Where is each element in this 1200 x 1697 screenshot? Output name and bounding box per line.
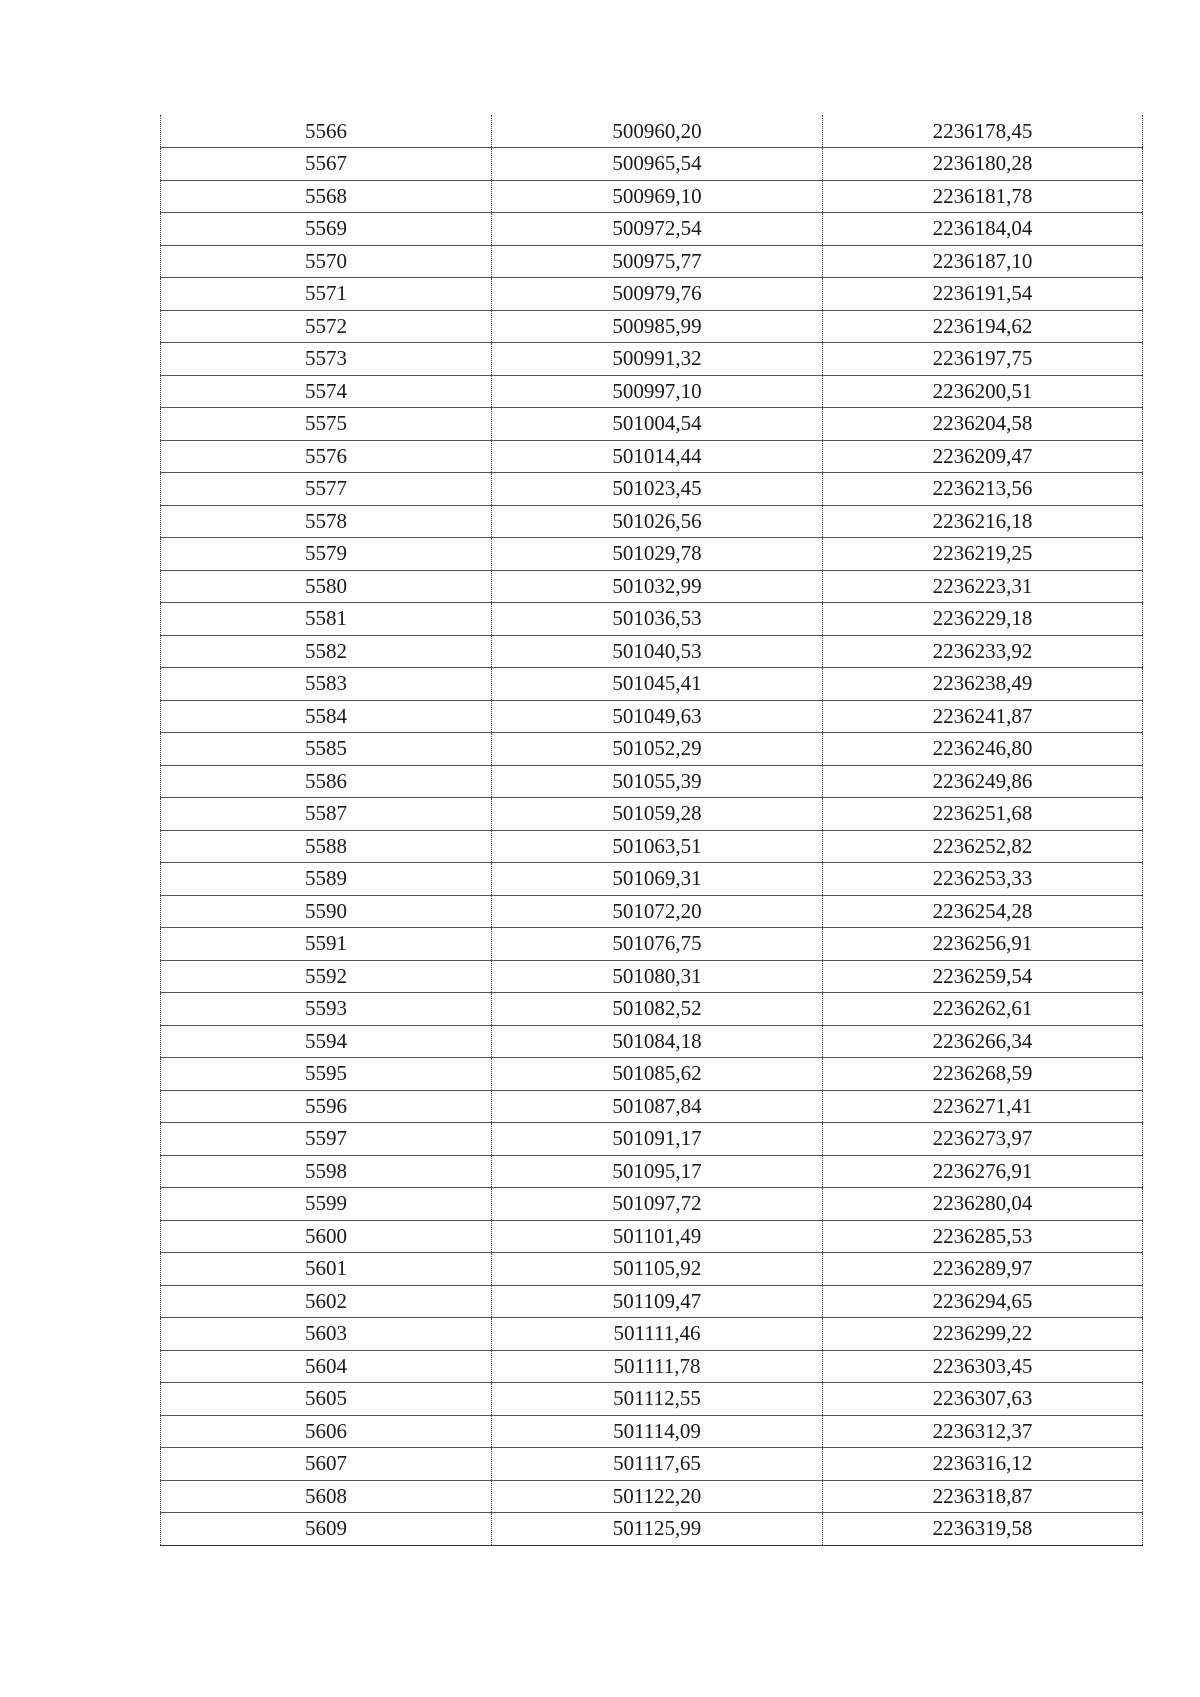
- table-row: [161, 668, 1143, 701]
- y-coordinate-cell: 2236303,45: [823, 1350, 1143, 1383]
- x-coordinate-cell: 501052,29: [492, 733, 823, 766]
- point-number-cell: 5604: [161, 1350, 492, 1383]
- table-row: [161, 1480, 1143, 1513]
- y-coordinate-cell: 2236229,18: [823, 603, 1143, 636]
- y-coordinate-cell: 2236246,80: [823, 733, 1143, 766]
- y-coordinate-cell: 2236238,49: [823, 668, 1143, 701]
- x-coordinate-cell: 501029,78: [492, 538, 823, 571]
- point-number-cell: 5566: [161, 115, 492, 148]
- table-row: [161, 1220, 1143, 1253]
- x-coordinate-cell: 500997,10: [492, 375, 823, 408]
- y-coordinate-cell: 2236178,45: [823, 115, 1143, 148]
- x-coordinate-cell: 501109,47: [492, 1285, 823, 1318]
- point-number-cell: 5589: [161, 863, 492, 896]
- x-coordinate-cell: 501080,31: [492, 960, 823, 993]
- x-coordinate-cell: 501117,65: [492, 1448, 823, 1481]
- x-coordinate-cell: 500960,20: [492, 115, 823, 148]
- y-coordinate-cell: 2236251,68: [823, 798, 1143, 831]
- x-coordinate-cell: 501105,92: [492, 1253, 823, 1286]
- point-number-cell: 5575: [161, 408, 492, 441]
- y-coordinate-cell: 2236197,75: [823, 343, 1143, 376]
- point-number-cell: 5609: [161, 1513, 492, 1546]
- point-number-cell: 5576: [161, 440, 492, 473]
- y-coordinate-cell: 2236294,65: [823, 1285, 1143, 1318]
- y-coordinate-cell: 2236204,58: [823, 408, 1143, 441]
- x-coordinate-cell: 501026,56: [492, 505, 823, 538]
- table-row: [161, 1155, 1143, 1188]
- table-row: [161, 1188, 1143, 1221]
- y-coordinate-cell: 2236271,41: [823, 1090, 1143, 1123]
- y-coordinate-cell: 2236316,12: [823, 1448, 1143, 1481]
- y-coordinate-cell: 2236209,47: [823, 440, 1143, 473]
- point-number-cell: 5594: [161, 1025, 492, 1058]
- x-coordinate-cell: 501085,62: [492, 1058, 823, 1091]
- y-coordinate-cell: 2236307,63: [823, 1383, 1143, 1416]
- x-coordinate-cell: 500991,32: [492, 343, 823, 376]
- point-number-cell: 5600: [161, 1220, 492, 1253]
- table-row: [161, 1253, 1143, 1286]
- x-coordinate-cell: 501069,31: [492, 863, 823, 896]
- x-coordinate-cell: 501125,99: [492, 1513, 823, 1546]
- point-number-cell: 5606: [161, 1415, 492, 1448]
- table-row: [161, 1513, 1143, 1546]
- y-coordinate-cell: 2236259,54: [823, 960, 1143, 993]
- x-coordinate-cell: 501114,09: [492, 1415, 823, 1448]
- y-coordinate-cell: 2236216,18: [823, 505, 1143, 538]
- point-number-cell: 5583: [161, 668, 492, 701]
- y-coordinate-cell: 2236319,58: [823, 1513, 1143, 1546]
- point-number-cell: 5572: [161, 310, 492, 343]
- point-number-cell: 5587: [161, 798, 492, 831]
- x-coordinate-cell: 501045,41: [492, 668, 823, 701]
- point-number-cell: 5580: [161, 570, 492, 603]
- point-number-cell: 5603: [161, 1318, 492, 1351]
- y-coordinate-cell: 2236223,31: [823, 570, 1143, 603]
- y-coordinate-cell: 2236253,33: [823, 863, 1143, 896]
- x-coordinate-cell: 501122,20: [492, 1480, 823, 1513]
- table-row: [161, 148, 1143, 181]
- y-coordinate-cell: 2236249,86: [823, 765, 1143, 798]
- table-row: [161, 1123, 1143, 1156]
- table-row: [161, 115, 1143, 148]
- point-number-cell: 5577: [161, 473, 492, 506]
- point-number-cell: 5598: [161, 1155, 492, 1188]
- point-number-cell: 5573: [161, 343, 492, 376]
- x-coordinate-cell: 501032,99: [492, 570, 823, 603]
- y-coordinate-cell: 2236266,34: [823, 1025, 1143, 1058]
- x-coordinate-cell: 500972,54: [492, 213, 823, 246]
- table-row: [161, 603, 1143, 636]
- y-coordinate-cell: 2236254,28: [823, 895, 1143, 928]
- point-number-cell: 5588: [161, 830, 492, 863]
- x-coordinate-cell: 501055,39: [492, 765, 823, 798]
- x-coordinate-cell: 500975,77: [492, 245, 823, 278]
- table-row: [161, 993, 1143, 1026]
- x-coordinate-cell: 501023,45: [492, 473, 823, 506]
- y-coordinate-cell: 2236256,91: [823, 928, 1143, 961]
- table-row: [161, 895, 1143, 928]
- table-row: [161, 440, 1143, 473]
- y-coordinate-cell: 2236273,97: [823, 1123, 1143, 1156]
- point-number-cell: 5574: [161, 375, 492, 408]
- point-number-cell: 5568: [161, 180, 492, 213]
- point-number-cell: 5601: [161, 1253, 492, 1286]
- table-row: [161, 278, 1143, 311]
- y-coordinate-cell: 2236187,10: [823, 245, 1143, 278]
- x-coordinate-cell: 501004,54: [492, 408, 823, 441]
- table-row: [161, 863, 1143, 896]
- point-number-cell: 5597: [161, 1123, 492, 1156]
- y-coordinate-cell: 2236200,51: [823, 375, 1143, 408]
- x-coordinate-cell: 501082,52: [492, 993, 823, 1026]
- table-row: [161, 473, 1143, 506]
- point-number-cell: 5596: [161, 1090, 492, 1123]
- x-coordinate-cell: 501095,17: [492, 1155, 823, 1188]
- point-number-cell: 5608: [161, 1480, 492, 1513]
- table-row: [161, 310, 1143, 343]
- x-coordinate-cell: 501097,72: [492, 1188, 823, 1221]
- y-coordinate-cell: 2236184,04: [823, 213, 1143, 246]
- x-coordinate-cell: 501059,28: [492, 798, 823, 831]
- x-coordinate-cell: 501111,78: [492, 1350, 823, 1383]
- y-coordinate-cell: 2236289,97: [823, 1253, 1143, 1286]
- table-row: [161, 1025, 1143, 1058]
- point-number-cell: 5571: [161, 278, 492, 311]
- point-number-cell: 5581: [161, 603, 492, 636]
- point-number-cell: 5593: [161, 993, 492, 1026]
- table-row: [161, 343, 1143, 376]
- table-row: [161, 700, 1143, 733]
- table-row: [161, 1448, 1143, 1481]
- y-coordinate-cell: 2236219,25: [823, 538, 1143, 571]
- point-number-cell: 5570: [161, 245, 492, 278]
- y-coordinate-cell: 2236181,78: [823, 180, 1143, 213]
- y-coordinate-cell: 2236252,82: [823, 830, 1143, 863]
- y-coordinate-cell: 2236268,59: [823, 1058, 1143, 1091]
- table-row: [161, 1318, 1143, 1351]
- x-coordinate-cell: 501063,51: [492, 830, 823, 863]
- y-coordinate-cell: 2236280,04: [823, 1188, 1143, 1221]
- x-coordinate-cell: 501072,20: [492, 895, 823, 928]
- x-coordinate-cell: 501084,18: [492, 1025, 823, 1058]
- y-coordinate-cell: 2236233,92: [823, 635, 1143, 668]
- table-row: [161, 765, 1143, 798]
- table-row: [161, 1090, 1143, 1123]
- table-row: [161, 408, 1143, 441]
- point-number-cell: 5585: [161, 733, 492, 766]
- y-coordinate-cell: 2236191,54: [823, 278, 1143, 311]
- y-coordinate-cell: 2236194,62: [823, 310, 1143, 343]
- table-row: [161, 928, 1143, 961]
- y-coordinate-cell: 2236276,91: [823, 1155, 1143, 1188]
- point-number-cell: 5599: [161, 1188, 492, 1221]
- x-coordinate-cell: 501036,53: [492, 603, 823, 636]
- table-row: [161, 1383, 1143, 1416]
- x-coordinate-cell: 500979,76: [492, 278, 823, 311]
- point-number-cell: 5579: [161, 538, 492, 571]
- y-coordinate-cell: 2236312,37: [823, 1415, 1143, 1448]
- x-coordinate-cell: 501087,84: [492, 1090, 823, 1123]
- table-row: [161, 1285, 1143, 1318]
- x-coordinate-cell: 501049,63: [492, 700, 823, 733]
- table-row: [161, 830, 1143, 863]
- y-coordinate-cell: 2236213,56: [823, 473, 1143, 506]
- point-number-cell: 5595: [161, 1058, 492, 1091]
- y-coordinate-cell: 2236285,53: [823, 1220, 1143, 1253]
- point-number-cell: 5567: [161, 148, 492, 181]
- point-number-cell: 5592: [161, 960, 492, 993]
- table-row: [161, 1415, 1143, 1448]
- x-coordinate-cell: 501091,17: [492, 1123, 823, 1156]
- point-number-cell: 5582: [161, 635, 492, 668]
- point-number-cell: 5584: [161, 700, 492, 733]
- coordinates-table-body: [161, 115, 1143, 1545]
- y-coordinate-cell: 2236241,87: [823, 700, 1143, 733]
- x-coordinate-cell: 501076,75: [492, 928, 823, 961]
- point-number-cell: 5586: [161, 765, 492, 798]
- coordinates-table: [160, 115, 1143, 1546]
- x-coordinate-cell: 500969,10: [492, 180, 823, 213]
- x-coordinate-cell: 501014,44: [492, 440, 823, 473]
- point-number-cell: 5578: [161, 505, 492, 538]
- x-coordinate-cell: 500985,99: [492, 310, 823, 343]
- x-coordinate-cell: 500965,54: [492, 148, 823, 181]
- table-row: [161, 505, 1143, 538]
- x-coordinate-cell: 501111,46: [492, 1318, 823, 1351]
- table-row: [161, 180, 1143, 213]
- table-row: [161, 733, 1143, 766]
- table-row: [161, 635, 1143, 668]
- point-number-cell: 5605: [161, 1383, 492, 1416]
- point-number-cell: 5602: [161, 1285, 492, 1318]
- point-number-cell: 5569: [161, 213, 492, 246]
- y-coordinate-cell: 2236318,87: [823, 1480, 1143, 1513]
- table-row: [161, 1350, 1143, 1383]
- table-row: [161, 1058, 1143, 1091]
- point-number-cell: 5591: [161, 928, 492, 961]
- x-coordinate-cell: 501040,53: [492, 635, 823, 668]
- x-coordinate-cell: 501112,55: [492, 1383, 823, 1416]
- table-row: [161, 798, 1143, 831]
- y-coordinate-cell: 2236180,28: [823, 148, 1143, 181]
- point-number-cell: 5590: [161, 895, 492, 928]
- table-row: [161, 960, 1143, 993]
- point-number-cell: 5607: [161, 1448, 492, 1481]
- y-coordinate-cell: 2236299,22: [823, 1318, 1143, 1351]
- table-row: [161, 538, 1143, 571]
- y-coordinate-cell: 2236262,61: [823, 993, 1143, 1026]
- table-row: [161, 375, 1143, 408]
- table-row: [161, 570, 1143, 603]
- table-row: [161, 213, 1143, 246]
- x-coordinate-cell: 501101,49: [492, 1220, 823, 1253]
- table-row: [161, 245, 1143, 278]
